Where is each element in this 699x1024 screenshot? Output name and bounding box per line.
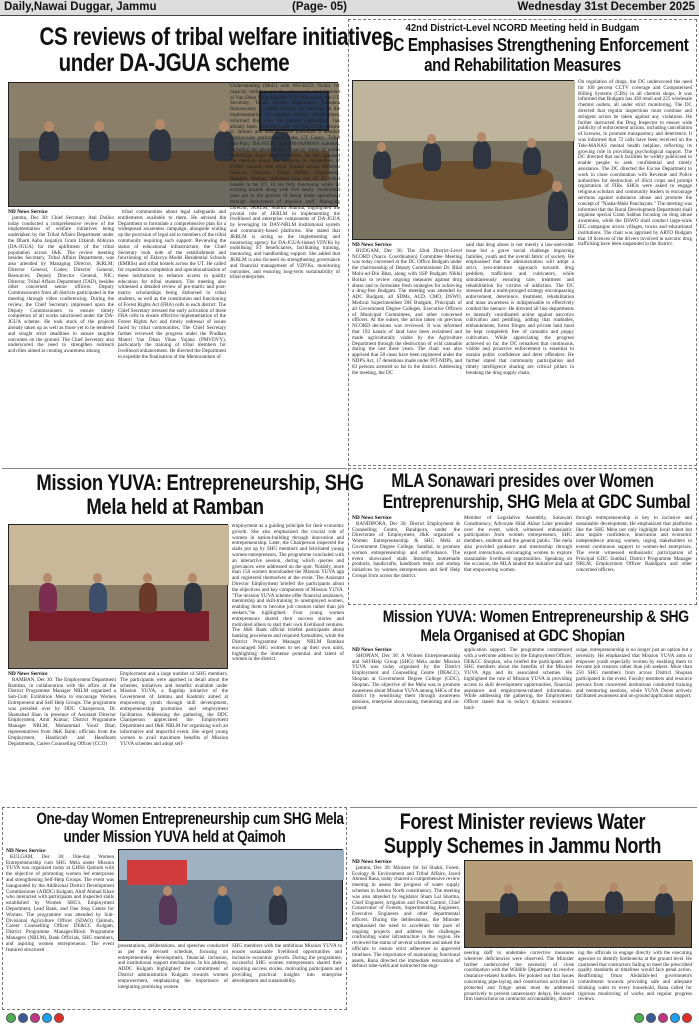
article-5-headline: Mission YUVA: Women Entrepreneurship & SHG Mela Organised at GDC Shopian — [382, 607, 689, 645]
article-5-col-1: ND News Service SHOPIAN, Dec 30: A Women Entrepreneurship and Self-Help Group (SHG) Mela under Mission YUVA was today organised by the District Employment and Counselling Centre (DE&CC), Shopian at Government Degree College (GDC), Shopian. The objective of the Mela was to promote awareness about Mission YUVA among SHGs of the district by sensitising them through awareness sessions, enterprise showcasing, mentoring and on-ground — [352, 647, 460, 711]
article-2-photo — [352, 80, 574, 240]
article-2-headline: DC Emphasises Strengthening Enforcement and Rehabilitation Measures — [382, 34, 689, 75]
article-3-headline: Mission YUVA: Entrepreneurship, SHG Mela held at Ramban — [36, 470, 364, 519]
article-6-col-3: SHG members with the ambitious Mission YUVA to ensure sustainable livelihood opportunities and inclusive economic growth. During the programme, successful SHG women entrepreneurs shared their inspiring success stories, motivating participants and providing practical insights into enterprise development and sustainability. — [232, 943, 342, 984]
divider — [350, 807, 697, 808]
divider — [2, 19, 350, 20]
issue-date: Wednesday 31st December 2025 — [517, 1, 695, 13]
article-3-col-1: ND News Service RAMBAN, Dec 30: The Employment Department Ramban, in collaboration with the office of the District Programme Manager NRLM organized a Sub-Cum Exhibition Mela to encourage Women Entrepreneur and Self Help Groups. The programme was presided over by DDC Chairperson, Dr. Shamshad Shan in presence of Assistant Director Employment, Amit Kumar; District Programme Manager NRLM, Mohammad Yousf Bhat; representatives from J&K Bank; officials from the Employment, Handicraft and Handloom Departments, Career Counselling Officer (CCO) — [8, 671, 116, 747]
article-2-byline: ND News Service — [352, 242, 392, 248]
article-7-col-2: neering staff to undertake corrective measures wherever deficiencies were observed. The Minister further underscored the necessity of close coordination with the Wildlife Department to resolve clearance-related hurdles. He pointed out that issues concerning pipe-laying and construction activities in protected and fringe areas must be addressed proactively to prevent unnecessary delays. He issued firm instructions on contractor accountability, direct- — [464, 950, 574, 1003]
facebook-icon — [646, 1013, 656, 1023]
facebook-icon — [18, 1013, 28, 1023]
twitter-icon — [42, 1013, 52, 1023]
article-1-col-1: ND News Service jammu, Dec 30: Chief Secretary Atal Dulloo today conducted a comprehensive review of the implementation of welfare initiatives being undertaken by the Tribal Affairs Department under the Dharti Aaba Janjatiya Gram Utkarsh Abhiyan (DA-JGUA) for the upliftment of the tribal population across J&K. The review meeting besides Secretary, Tribal Affairs Department, was also attended by Managing Director, JKRLM; Director General, Codes; Director General, Resources; Deputy Director General, NIC; Director, Tribal Affairs Department (TAD), besides other concerned senior officers. Deputy Commissioners from all districts participated in the meeting through video conferencing. During the review, the Chief Secretary impressed upon the Deputy Commissioners to ensure timely completion of all works sanctioned under the DA-JGUA scheme. He took stock of the projects already taken up as well as those yet to be tendered and sought strict deadlines to ensure tangible outcomes on the ground. The Chief Secretary also underscored the need to strengthen outreach activities aimed at creating awareness among — [8, 209, 114, 355]
article-7-headline: Forest Minister reviews Water Supply Schemes in Jammu North — [383, 809, 662, 858]
divider — [2, 468, 347, 469]
article-4-headline: MLA Sonawari presides over Women Entreprenurship, SHG Mela at GDC Sumbal — [382, 471, 691, 513]
article-1-col-2: tribal communities about legal safeguards and entitlements available to them. He advised the Department to formulate a comprehensive plan for a widespread awareness campaign, alongside scaling up the provision of legal aid to members of the tribal community requiring such support. Reviewing the status of educational infrastructure, the Chief Secretary took note of the establishment and functioning of Eklavya Model Residential Schools (EMRSs) and tribal hostels across the UT. He called for expeditious completion and operationalization of these institutions to enhance access to quality education for tribal students. The meeting also witnessed a detailed review of pre-matric and post-matric scholarships being disbursed to tribal students, as well as the constitution and functioning of Forest Rights Act (FRA) cells in each district. The Chief Secretary stressed the early activation of these FRA cells to ensure effective implementation of the Forest Rights Act and timely redressal of issues faced by tribal communities. The Chief Secretary further reviewed the progress under the Pradhan Mantri Van Dhan Vikas Yojana (PMVDVY), particularly the training of tribal members for livelihood enhancement. He directed the Department to expedite the finalisation of the Memorandum of — [118, 209, 226, 360]
youtube-icon — [682, 1013, 692, 1023]
article-3-col-2: Employment and a large number of SHG members. The participants were apprised in detail about the schemes, initiatives and benefits available under Mission YUVA, a flagship initiative of the Government of Jammu and Kashmir aimed at empowering youth through skill development, entrepreneurship promotion and employment facilitation. Addressing the gathering, the DDC Chairperson appreciated the Employment Department and J&K NRLM for organising such an informative and impactful event. She urged young women to avail maximum benefits of Mission YUVA schemes and adopt self- — [120, 671, 228, 747]
article-2-col-2: said that drug abuse is not merely a law-and-order issue but a grave social challenge impacting families, youth and the overall fabric of society. He emphasised that the administration will adopt a strict, zero-tolerance approach towards drug peddlers, traffickers and cultivators, while simultaneously ensuring care, treatment and rehabilitation for victims of addiction. The DC stressed that a multi-pronged strategy encompassing enforcement, deterrence, treatment, rehabilitation and mass awareness is indispensable to effectively combat the menace. He directed all line departments to intensify coordinated action against narcotics cultivation and peddling, adding that roadsides, embankments, forest fringes and private land must be kept completely free of cannabis and poppy cultivation. While appreciating the progress achieved so far, the DC remarked that continuous, visible and proactive enforcement is essential to sustain public confidence and deter offenders. He further stated that community participation and timely intelligence sharing are critical pillars in breaking the drug supply chain. — [466, 242, 574, 376]
instagram-icon — [30, 1013, 40, 1023]
article-6-col-2: presentations, deliberations, and speeches conducted as per the devised schedule, focusing on entrepreneurship development, financial inclusion, and institutional support mechanisms. In his address, ADDC Kulgam highlighted the commitment of District administration Kulgam towards women empowerment, emphasizing the importance of integrating promising women — [118, 943, 228, 990]
instagram-icon — [658, 1013, 668, 1023]
article-7-col-1: ND News Service jammu, Dec 30: Minister for Jal Shakti, Forest, Ecology & Environment and Tribal Affairs, Javed Ahmed Rana, today chaired a comprehensive review meeting to assess the progress of water supply schemes in Jammu North constituency. The meeting was also attended by legislator Sham Lal Sharma, Chief Engineer, Irrigation and Flood Control, Chief Conservator of Forests, Superintending Engineers, Executive Engineers and other departmental officers. During the deliberations, the Minister emphasised the need to accelerate the pace of ongoing projects and address the challenges confronting water infrastructure in the region. He reviewed the status of several schemes and asked the officials to ensure strict adherence to approved timelines. The importance of maintaining functional assets, Rana directed the immediate restoration of defunct tube-wells and instructed the engi- — [352, 859, 460, 970]
article-6-headline: One-day Women Entrepreneurship cum SHG Mela under Mission YUVA held at Qaimoh — [36, 810, 344, 846]
page-header — [0, 0, 699, 16]
article-5-col-2: application support. The programme commenced with a welcome address by the Employment Officer, DE&CC Shopian, who briefed the participants and SHG members about the benefits of the Mission YUVA App and its associated schemes. He highlighted the role of Mission YUVA in providing access to skill development opportunities, financial assistance and employment-related information. While addressing the gathering, the Employment Officer stated that in today's dynamic economic land- — [464, 647, 572, 711]
article-4-byline: ND News Service — [352, 515, 392, 521]
masthead: Daily,Nawai Duggar, Jammu — [4, 1, 157, 13]
page-number: (Page- 05) — [292, 1, 347, 13]
article-5-byline: ND News Service — [352, 647, 392, 653]
article-4-col-3: through entrepreneurship is key to inclusive and sustainable development. He emphasized that platforms like the SHG Mela not only highlight local talent but also inspire confidence, innovation and economic independence among women, urging stakeholders to extend continuous support to women-led enterprises. The event witnessed enthusiastic participation of Principal GDC Sumbal, District Programme Manager NRLM, Employment Officer Bandipora and other concerned officers. — [576, 515, 692, 574]
article-6-col-1: ND News Service KULGAM, Dec 30: One-day Women Entrepreneurship cum SHG Mela under Mission YUVA was organized today at GHSS Qaimoh with the objective of promoting women led enterprises and strengthening Self-Help Groups. The event was inaugurated by the Additional District Development Commissioner (ADDC) Kulgam, Altaf Ahmad Khan who interacted with participants and inspected stalls established by Women SHG's, Employment Department, Lead Bank, and One Stop Centre for Women. The programme was attended by Sub-Divisional Agriculture Officer (SDAO) Qaimoh, Career Counselling Officer DE&CC Kulgam, District Programme Manager/Block Programme Managers (NRLM), Bank Officials, SHG members, and aspiring women entrepreneurs. The event featured structured — [6, 848, 114, 953]
article-2-kicker: 42nd District-Level NCORD Meeting held in Budgam — [405, 22, 640, 34]
article-2-col-1: ND News Service BUDGAM, Dec 30: The 42nd District-Level NCORD (Narco Coordination) Committee Meeting was today convened at the DC Office Budgam under the chairmanship of Deputy Commissioner Dr. Bilal Mohi-ud-Din Bhat, along with SSP Budgam Nikhil Borkar to review ongoing measures against drug abuse and to formulate fresh strategies for achieving a drug-free Budgam. The meeting was attended by ADC Budgam, all SDMs, ACD, CMO, DSWO, Medical Superintendent DH Budgam, Principals of all Government Degree Colleges, Executive Officers of Municipal Committees, and other concerned officers. At the outset, the action taken on previous NCORD decisions was reviewed. It was informed that 192 kanals of land have been reclaimed and made agriculturally viable by the Agriculture Department through the destruction of wild cannabis during the last three years. The chair was also apprised that 58 cases have been registered under the NDPS Act, 17 detentions made under PIT-NDPS, and 83 persons arrested so far in the district. Addressing the meeting, the DC — [352, 242, 462, 376]
whatsapp-icon — [634, 1013, 644, 1023]
article-1-headline: CS reviews of tribal welfare initiatives under DA-JGUA scheme — [39, 23, 394, 77]
twitter-icon — [670, 1013, 680, 1023]
article-2-col-3: On regulation of drugs, the DC underscored the need for 100 percent CCTV coverage and Computerised Billing Systems (CBS) in all chemist shops. It was informed that Budgam has 430 retail and 225 wholesale chemist outlets, all under strict monitoring. The DC directed that regular inspections must continue and stringent action be taken against any violations. He further instructed the Drug Inspector to ensure wide publicity of enforcement actions, including cancellation of licences, to promote transparency and deterrence. It was informed that 72 calls have been received on the Tele-MANAS mental health helpline, reflecting its growing role in providing psychological support. The DC directed that such facilities be widely publicised to enable people to seek confidential and timely assistance. The DC directed the Excise Department to work in close coordination with Revenue and Police authorities for destruction of illicit crops and prompt registration of FIRs. SHOs were asked to engage religious scholars and community leaders to encourage sermons against substance abuse and promote the concept of "Nasha-Mukt Panchayats." The meeting was informed that the Rural Development Department shall organise special Gram Sabhas focusing on drug abuse awareness, while the DSWO shall conduct large-scale IEC campaigns across villages, towns and educational institutions. The chair was apprised by ARTO Budgam that 18 licences of the drivers involved in narcotic drug trafficking have been suspended in the district. — [578, 79, 693, 248]
whatsapp-icon — [6, 1013, 16, 1023]
article-5-col-3: scape, entrepreneurship is no longer just an option but a necessity. He emphasized that Mission YUVA aims to empower youth especially women by enabling them to become job creators rather than job seekers. More than 250 SHG members from across District Shopian participated in the event. Faculty members and resource persons from concerned institutions conducted training and mentoring sessions, while YUVA Doots actively facilitated awareness and on-ground application support. — [576, 647, 692, 700]
article-3-byline: ND News Service — [8, 671, 48, 677]
article-1-col-3: Understanding (MoU) with NIS-BUD, Noida, for capacity building and the subsequent establishment of Van Dhan Vikas Kendras (VDVKs) across the UT. Secretary, Tribal Affairs Department, Prasanna Ramaswamy G, while briefing the meeting on the implementation of various welfare programmes, informed that over 70 percent expenditure has already been achieved under the DA-JGUA scheme in Jammu and Kashmir. He presented a detailed district-wise performance under UT Capex, Tribal Sub-Plan, DA-JGUA, and PM-JANMAN schemes, including the physical and financial status of works undertaken under these initiatives. He also apprised the meeting about the progress in completion of EMRS schools and tribal hostels across different districts. Director, Tribal Affairs Department, Mukhtar Ahmad, informed that out of 28 tribal hostels in the UT, 16 are fully functional, while 12 existing hostels along with five newly constructed ones are in the process of being made operational through deployment of requisite staff. Managing Director, JKRLM, Subhra Sharma, highlighted the pivotal role of JKRLM in implementing the livelihood and enterprise components of DA-JGUA by leveraging its DAY-NRLM institutional system and community-based platforms. She stated that JKRLM is acting as the implementing and monitoring agency for DA-JGUA-linked VDVKs by mobilising ST beneficiaries, facilitating training, mentoring, and handholding support. She added that JKRLM is also focused on strengthening governance and financial management of VDVKs, monitoring outcomes, and ensuring long-term sustainability of tribal enterprises. — [230, 83, 340, 281]
page-footer — [0, 1012, 699, 1024]
article-7-byline: ND News Service — [352, 859, 392, 865]
article-7-photo — [464, 860, 692, 948]
article-6-byline: ND News Service — [6, 848, 46, 854]
article-4-col-1: ND News Service BANDIPORA, Dec 30: District Employment & Counselling Centre, Bandipora, under the Directorate of Employment, J&K organized a Women Entrepreneurship & SHG Mela at Government Degree College, Sumbal, to promote women entrepreneurship and self-reliance. The event showcased stalls featuring homemade products, handicrafts, handloom items and startup initiatives by women entrepreneurs and Self Help Groups from across the district. — [352, 515, 460, 579]
article-4-col-2: Member of Legislative Assembly, Sonawari Constituency, Advocate Hilal Akbar Lone presided over the event, which witnessed enthusiastic participation from women entrepreneurs, SHG members, students and the general public. The mela also provided guidance and mentorship through expert interactions, encouraging women to explore sustainable livelihood opportunities. Speaking on the occasion, the MLA lauded the initiative and said that empowering women — [464, 515, 572, 574]
youtube-icon — [54, 1013, 64, 1023]
article-3-col-3: employment as a guiding principle for their economic growth. She also emphasized the crucial role of women in nation-building through innovation and entrepreneurship. Later, the Chairperson inspected the stalls put up by SHG members and felicitated young women entrepreneurs. The programme concluded with an interactive session, during which queries and grievances were addressed on the spot. Notably, more than 150 women downloaded the Mission YUVA app and registered themselves at the event. The Assistant Director Employment briefed the participants about the objectives and key components of Mission YUVA. "The mission YUVA scheme offer financial assistance, mentorship and skill-training to unemployed women, enabling them to become job creators rather than job seekers,"he highlighted. Four young women entrepreneurs shared their success stories and motivated others to start their own livelihood ventures. The J&K Bank official briefed participants about banking procedures and required formalities, while the District Programme Manager NRLM Ramban encouraged SHG women to set up their own units, highlighting the immense potential and talent of women in the district. — [232, 523, 344, 663]
article-1-byline: ND News Service — [8, 209, 48, 215]
article-3-photo — [8, 524, 228, 669]
article-6-photo — [118, 849, 343, 941]
article-7-col-3: ing the officials to engage directly with the executing agencies to identify bottlenecks at the ground level. He cautioned that contractors failing to meet the prescribed quality standards or timelines would face penal action. Reaffirming Omar Abdullah-led government's commitment towards providing safe and adequate drinking water to every household, Rana called for rigorous monitoring of works and regular progress reviews. — [578, 950, 692, 1003]
